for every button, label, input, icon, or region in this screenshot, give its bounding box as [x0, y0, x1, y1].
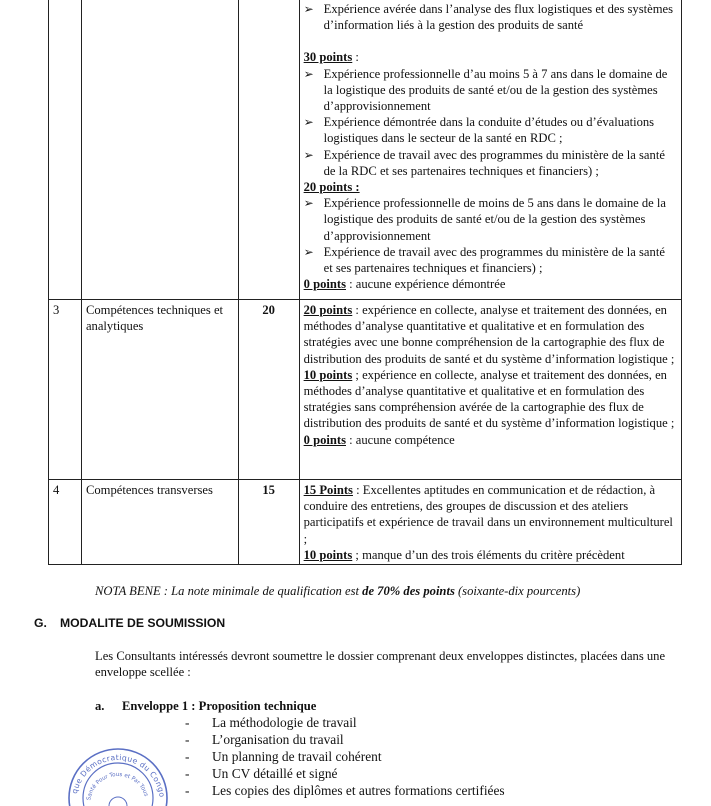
- criterion-description-cell: [299, 480, 681, 565]
- criterion-points-cell: [238, 0, 299, 300]
- list-item: ➢ Expérience démontrée dans la conduite d’études ou d’évaluations logistiques dans le secteur de la santé en RDC ;: [303, 115, 655, 146]
- official-seal-stamp: [66, 746, 170, 806]
- points-level: 30 points :: [303, 50, 359, 65]
- submission-intro: Les Consultants intéressés devront soumettre le dossier comprenant deux enveloppes distinctes, placées dans une enveloppe scellée :: [95, 649, 666, 679]
- arrow-bullet-icon: ➢: [303, 196, 314, 211]
- nota-bene: NOTA BENE : La note minimale de qualification est de 70% des points (soixante-dix pourcents): [95, 584, 581, 598]
- list-item: - Les copies des diplômes et autres formations certifiées: [185, 783, 505, 798]
- list-item: - Un planning de travail cohérent: [185, 749, 382, 764]
- arrow-bullet-icon: ➢: [303, 147, 314, 162]
- criterion-points-cell: 15: [238, 480, 299, 565]
- arrow-bullet-icon: ➢: [303, 2, 314, 16]
- points-level: 20 points :: [303, 180, 360, 195]
- svg-text:Santé Pour Tous et Par Tous: Santé Pour Tous et Par Tous: [86, 771, 149, 801]
- list-item: ➢ Expérience de travail avec des programmes du ministère de la santé et ses partenaires techniques et financiers) ;: [303, 244, 665, 276]
- table-row: [49, 300, 682, 480]
- criterion-number-cell: 4: [49, 480, 82, 565]
- section-heading: G. MODALITE DE SOUMISSION: [34, 616, 226, 630]
- list-item: ➢ Expérience professionnelle de moins de 5 ans dans le domaine de la logistique des produits de santé et/ou de la gestion des systèmes d’approvisionnement: [303, 196, 666, 243]
- criterion-name-cell: Compétences transverses: [81, 480, 238, 565]
- points-level: 10 points ; manque d’un des trois éléments du critère précèdent: [303, 547, 625, 562]
- criterion-name-cell: [81, 0, 238, 300]
- svg-text:que Démocratique du Congo: que Démocratique du Congo: [69, 752, 167, 799]
- list-item: ➢ Expérience professionnelle d’au moins 5 à 7 ans dans le domaine de la logistique des produits de santé et/ou de la gestion des systèmes d’approvisionnement: [303, 66, 668, 114]
- list-item: - La méthodologie de travail: [185, 715, 357, 730]
- points-level: 15 Points : Excellentes aptitudes en communication et de rédaction, à conduire des entretiens, des groupes de discussion et des ateliers participatifs et expérience de travail dans un environnement multiculturel ;: [303, 483, 673, 546]
- arrow-bullet-icon: ➢: [303, 244, 314, 259]
- list-item: - L’organisation du travail: [185, 732, 344, 747]
- evaluation-criteria-table: [48, 0, 682, 565]
- envelope-heading: a. Enveloppe 1 : Proposition technique: [95, 699, 317, 713]
- list-item: ➢ Expérience de travail avec des programmes du ministère de la santé de la RDC et ses partenaires techniques et financiers) ;: [303, 147, 665, 178]
- table-row: [49, 0, 682, 300]
- list-item: - Un CV détaillé et signé: [185, 766, 338, 781]
- points-level: 0 points : aucune compétence: [303, 432, 455, 447]
- points-level: 0 points : aucune expérience démontrée: [303, 277, 506, 292]
- list-item: ➢ Expérience avérée dans l’analyse des flux logistiques et des systèmes d’information liés à la gestion des produits de santé: [303, 2, 673, 33]
- points-level: 20 points : expérience en collecte, analyse et traitement des données, en méthodes d’analyse quantitative et qualitative et en formulation des stratégies avec une bonne compréhension de la cartographie des flux de distribution des produits de santé et du système d’information logistique ;: [303, 303, 675, 366]
- table-row: [49, 480, 682, 565]
- arrow-bullet-icon: ➢: [303, 66, 314, 81]
- points-level: 10 points ; expérience en collecte, analyse et traitement des données, en méthodes d’analyse quantitative et qualitative et en formulation des stratégies sans compréhension avérée de la cartographie des flux de distribution des produits de santé et du système d’information logistique ;: [303, 367, 675, 431]
- criterion-number-cell: 3: [49, 300, 82, 480]
- criterion-number-cell: [49, 0, 82, 300]
- arrow-bullet-icon: ➢: [303, 115, 314, 130]
- criterion-name-cell: Compétences techniques et analytiques: [81, 300, 238, 480]
- required-documents-list: [185, 714, 505, 799]
- criterion-description-cell: [299, 300, 681, 480]
- criterion-description-cell: [299, 0, 681, 300]
- criterion-points-cell: 20: [238, 300, 299, 480]
